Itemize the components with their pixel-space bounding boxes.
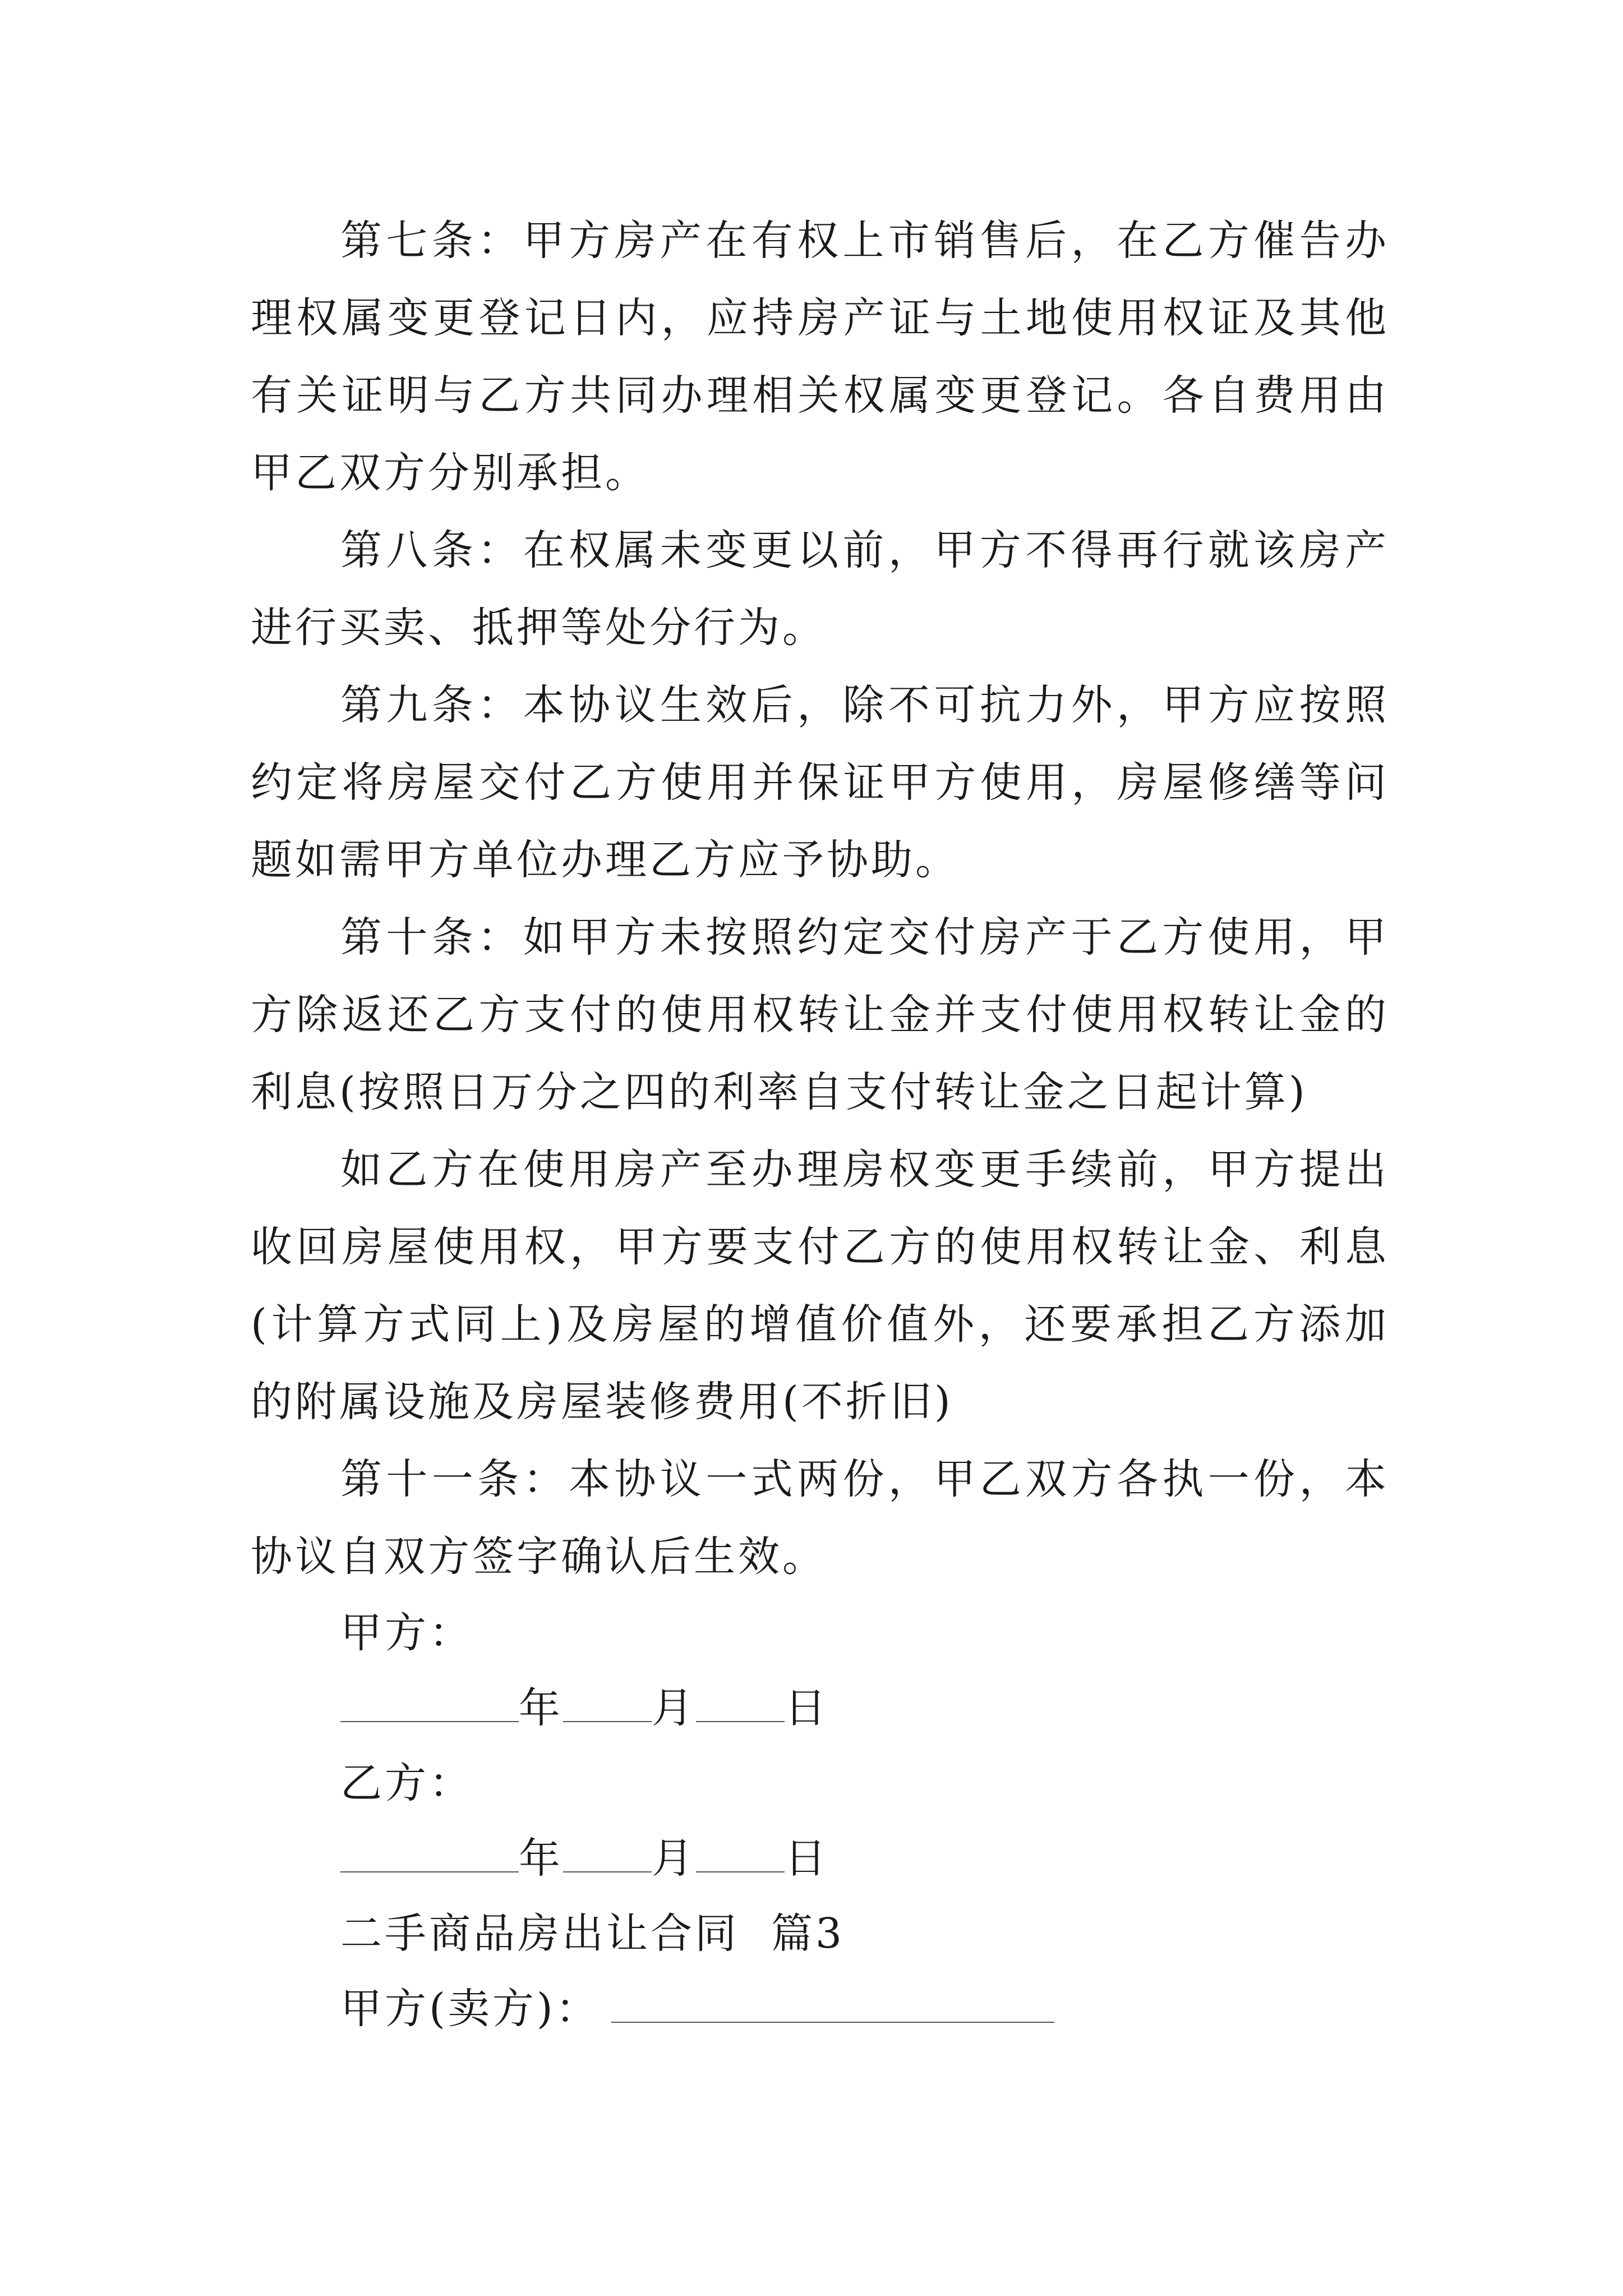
- year-label: 年: [519, 1684, 563, 1732]
- article-9: 第九条：本协议生效后，除不可抗力外，甲方应按照约定将房屋交付乙方使用并保证甲方使用，房屋修缮等问题如需甲方单位办理乙方应予协助。: [251, 681, 1389, 884]
- year-label: 年: [519, 1834, 563, 1883]
- document-body: [251, 202, 1389, 2046]
- section-title: 二手商品房出让合同 篇3: [340, 1910, 845, 1958]
- seller-line: [251, 1971, 1389, 2046]
- seller-label: 甲方(卖方)：: [340, 1985, 600, 2033]
- year-blank: [340, 1837, 519, 1872]
- article-10: 第十条：如甲方未按照约定交付房产于乙方使用，甲方除返还乙方支付的使用权转让金并支付使用权转让金的利息(按照日万分之四的利率自支付转让金之日起计算): [251, 913, 1389, 1116]
- month-label: 月: [652, 1834, 696, 1883]
- seller-name-blank: [611, 1987, 1054, 2023]
- party-b-date-line: [251, 1821, 1389, 1896]
- year-blank: [340, 1686, 519, 1722]
- day-label: 日: [785, 1684, 829, 1732]
- article-8: 第八条：在权属未变更以前，甲方不得再行就该房产进行买卖、抵押等处分行为。: [251, 526, 1389, 652]
- party-a-date-line: [251, 1671, 1389, 1746]
- party-a-signature-label: 甲方：: [340, 1609, 473, 1657]
- day-label: 日: [785, 1834, 829, 1883]
- article-10-supplement: 如乙方在使用房产至办理房权变更手续前，甲方提出收回房屋使用权，甲方要支付乙方的使用权转让金、利息(计算方式同上)及房屋的增值价值外，还要承担乙方添加的附属设施及房屋装修费用(不折旧): [251, 1145, 1389, 1426]
- article-7: 第七条：甲方房产在有权上市销售后，在乙方催告办理权属变更登记日内，应持房产证与土地使用权证及其他有关证明与乙方共同办理相关权属变更登记。各自费用由甲乙双方分别承担。: [251, 217, 1389, 497]
- month-label: 月: [652, 1684, 696, 1732]
- party-b-signature-label: 乙方：: [340, 1759, 473, 1807]
- day-blank: [696, 1837, 785, 1872]
- day-blank: [696, 1686, 785, 1722]
- month-blank: [563, 1837, 652, 1872]
- article-11: 第十一条：本协议一式两份，甲乙双方各执一份，本协议自双方签字确认后生效。: [251, 1455, 1389, 1581]
- month-blank: [563, 1686, 652, 1722]
